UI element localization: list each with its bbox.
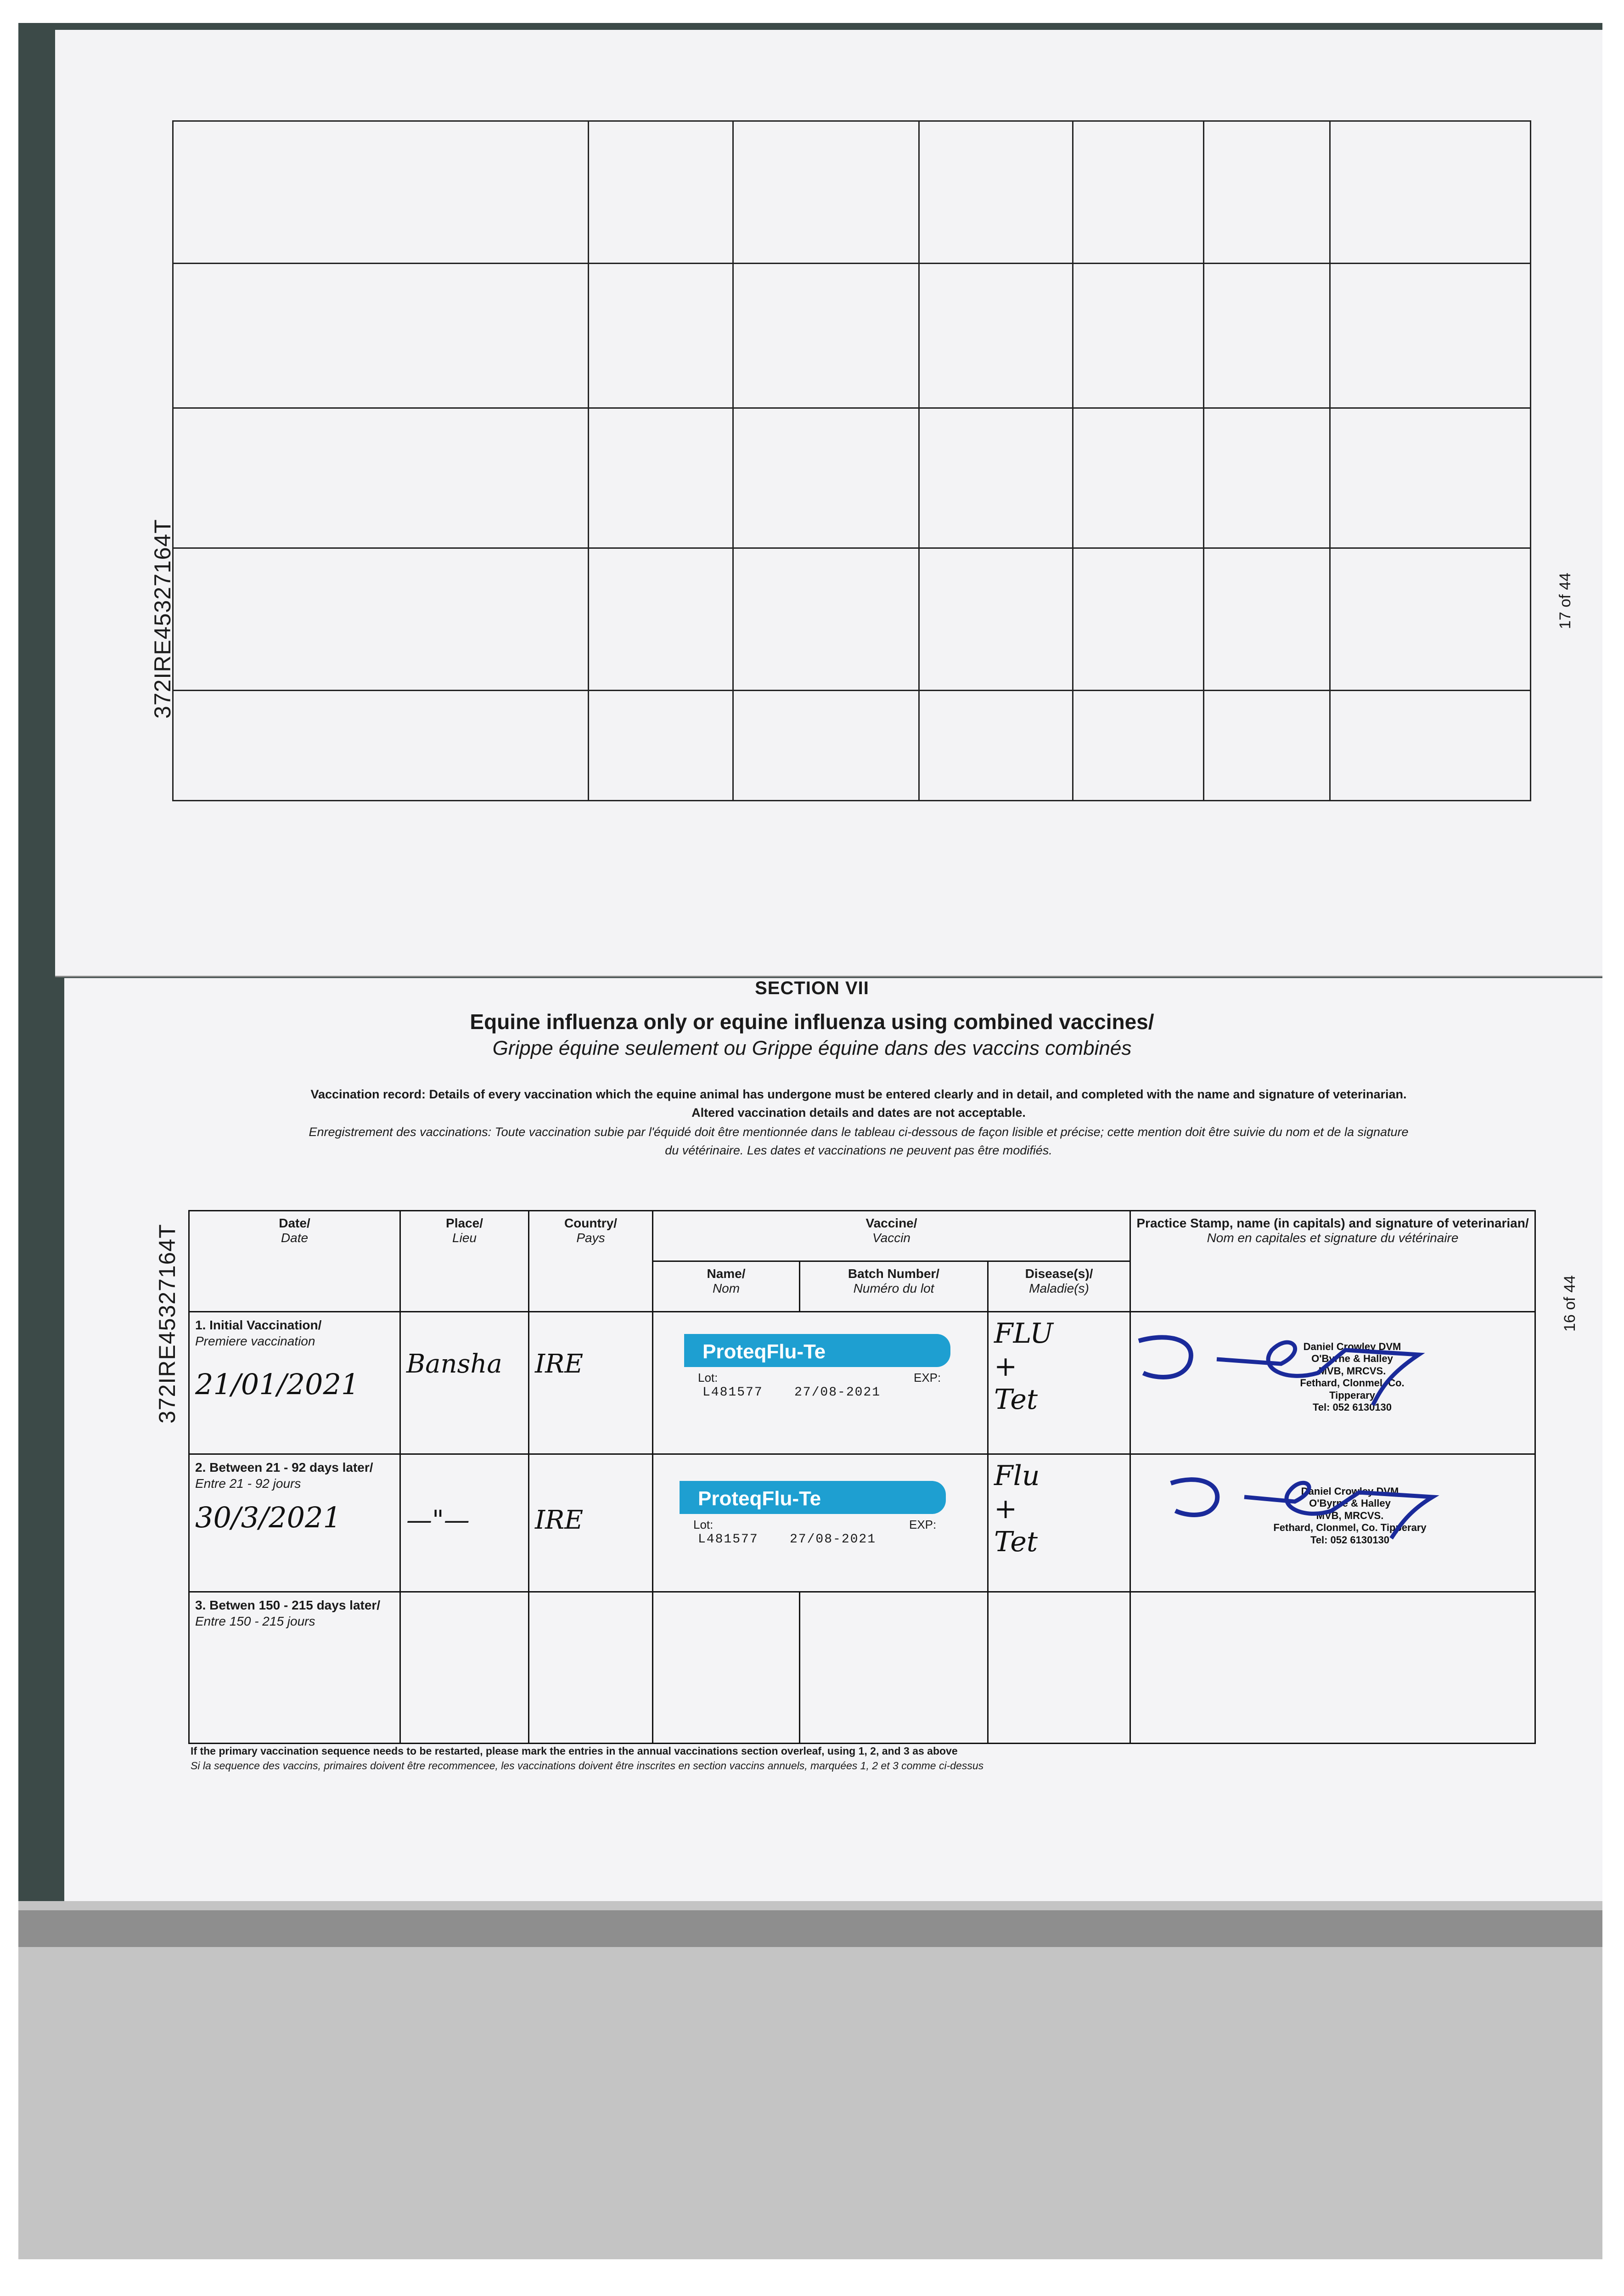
row3-place-cell [400, 1592, 529, 1744]
vet-stamp-2: Daniel Crowley DVM O'Byrne & Halley MVB, MRCVS. Fethard, Clonmel, Co. Tipperary Tel: 052 6130130 [1273, 1486, 1427, 1546]
footnote-en: If the primary vaccination sequence needs to be restarted, please mark the entries in the annual vaccinations section overleaf, using 1, 2, and 3 as above [191, 1745, 958, 1757]
expiry-date: 27/08-2021 [794, 1385, 881, 1400]
header-date: Date/ Date [189, 1211, 400, 1312]
vaccine-sticker-1: ProteqFlu-Te Lot: EXP: L481577 27/08-2021 [684, 1334, 950, 1403]
instructions-en-line1: Vaccination record: Details of every vaccination which the equine animal has undergone must be entered clearly and in detail, and completed with the name and signature of veterinarian. [310, 1087, 1407, 1101]
row3-batch-cell [800, 1592, 988, 1744]
row2-disease-cell [988, 1454, 1130, 1592]
row1-country-cell [529, 1312, 653, 1454]
book-spine-shadow [18, 1910, 1602, 1947]
header-place: Place/ Lieu [400, 1211, 529, 1312]
vaccine-sticker-2: ProteqFlu-Te Lot: EXP: L481577 27/08-2021 [680, 1481, 946, 1550]
upper-page-number: 17 of 44 [1557, 573, 1574, 629]
row1-place: Bansha [406, 1349, 502, 1379]
row1-date: 21/01/2021 [195, 1367, 360, 1401]
row2-date-cell: 2. Between 21 - 92 days later/ Entre 21 - 92 jours 30/3/2021 [189, 1454, 400, 1592]
instructions-fr-line1: Enregistrement des vaccinations: Toute vaccination subie par l'équidé doit être mentionnée dans le tableau ci-dessous de façon lisible et précise; cette mention doit être suivie du nom et de la signature [309, 1125, 1409, 1139]
section-title-en: Equine influenza only or equine influenza using combined vaccines/ [470, 1010, 1154, 1034]
vet-stamp-1: Daniel Crowley DVM O'Byrne & Halley MVB, MRCVS. Fethard, Clonmel, Co. Tipperary Tel: 052 6130130 [1300, 1341, 1405, 1413]
table-row [189, 1592, 1535, 1744]
vaccine-brand: ProteqFlu-Te [698, 1487, 821, 1510]
header-batch-number: Batch Number/ Numéro du lot [800, 1261, 988, 1312]
instructions-fr-line2: du vétérinaire. Les dates et vaccinations ne peuvent pas être modifiés. [665, 1143, 1052, 1157]
row3-country-cell [529, 1592, 653, 1744]
row1-date-cell: 1. Initial Vaccination/ Premiere vaccination 21/01/2021 [189, 1312, 400, 1454]
row3-disease-cell [988, 1592, 1130, 1744]
section-label-wrap [0, 978, 1624, 999]
lower-page-number: 16 of 44 [1561, 1275, 1579, 1332]
header-disease: Disease(s)/ Maladie(s) [988, 1261, 1130, 1312]
upper-passport-serial: 372IRE45327164T [150, 519, 175, 719]
header-practice-stamp: Practice Stamp, name (in capitals) and signature of veterinarian/ Nom en capitales et signature du vétérinaire [1130, 1211, 1535, 1312]
row1-country: IRE [535, 1349, 584, 1379]
row1-place-cell [400, 1312, 529, 1454]
lower-passport-serial: 372IRE45327164T [154, 1224, 180, 1424]
vet-signature-2 [1166, 1465, 1460, 1543]
row1-disease-cell [988, 1312, 1130, 1454]
header-vaccine: Vaccine/ Vaccin [653, 1211, 1130, 1261]
scanner-bed [18, 1901, 1602, 2259]
row2-place-cell [400, 1454, 529, 1592]
footnote-fr: Si la sequence des vaccins, primaires doivent être recommencee, les vaccinations doivent être inscrites en section vaccins annuels, marquées 1, 2 et 3 comme ci-dessus [191, 1760, 984, 1772]
row3-stamp-cell [1130, 1592, 1535, 1744]
lot-number: L481577 [698, 1532, 759, 1547]
section-title-fr: Grippe équine seulement ou Grippe équine dans des vaccins combinés [492, 1037, 1132, 1059]
row2-country: IRE [535, 1505, 584, 1535]
row3-date-cell: 3. Betwen 150 - 215 days later/ Entre 150 - 215 jours [189, 1592, 400, 1744]
row2-place: —"— [406, 1505, 470, 1535]
vaccine-brand: ProteqFlu-Te [702, 1340, 826, 1363]
row2-disease: Flu + Tet [994, 1460, 1040, 1558]
instructions-en-line2: Altered vaccination details and dates are not acceptable. [691, 1106, 1026, 1120]
vet-signature-1 [1134, 1322, 1455, 1414]
upper-empty-vaccination-grid [172, 120, 1531, 801]
row2-date: 30/3/2021 [195, 1501, 341, 1534]
row2-country-cell [529, 1454, 653, 1592]
expiry-date: 27/08-2021 [790, 1532, 877, 1547]
section-label: SECTION VII [755, 978, 869, 998]
row3-name-cell [653, 1592, 800, 1744]
lot-number: L481577 [702, 1385, 763, 1400]
header-vaccine-name: Name/ Nom [653, 1261, 800, 1312]
row1-disease: FLU + Tet [994, 1317, 1053, 1416]
header-country: Country/ Pays [529, 1211, 653, 1312]
